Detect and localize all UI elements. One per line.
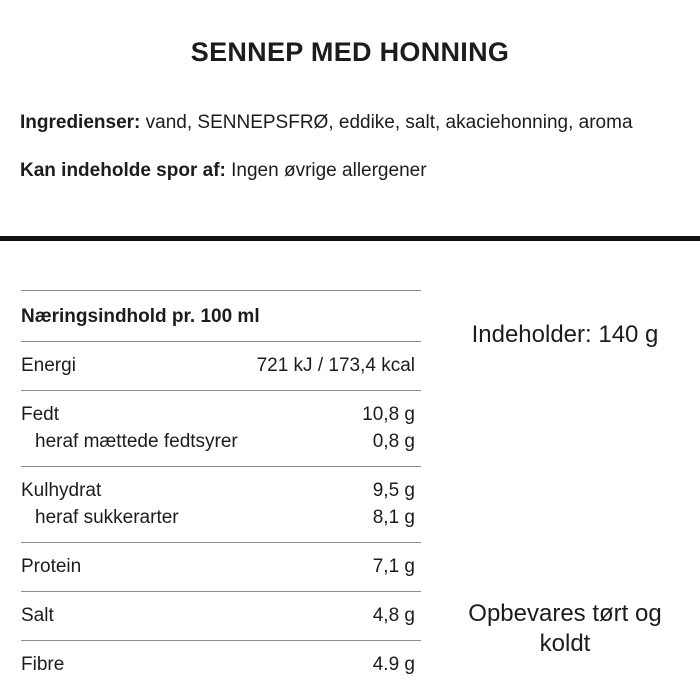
nutrient-name: heraf mættede fedtsyrer: [35, 431, 238, 452]
nutrient-value: 721 kJ / 173,4 kcal: [256, 355, 415, 376]
nutrient-value: 7,1 g: [372, 556, 415, 577]
nutrition-row-protein: [21, 553, 421, 580]
nutrition-group-salt: [21, 592, 421, 641]
divider-bar: [0, 236, 700, 241]
nutrient-name: Protein: [21, 556, 82, 577]
nutrition-row-energi: [21, 352, 421, 379]
ingredients-text: vand, SENNEPSFRØ, eddike, salt, akaciehonning, aroma: [145, 112, 633, 133]
nutrition-table: [21, 290, 421, 689]
nutrient-name: Salt: [21, 605, 54, 626]
nutrient-value: 4,8 g: [372, 605, 415, 626]
nutrition-table-header: Næringsindhold pr. 100 ml: [21, 291, 421, 342]
storage-line-2: koldt: [539, 630, 591, 657]
nutrient-value: 10,8 g: [362, 404, 415, 425]
nutrition-group-protein: [21, 543, 421, 592]
nutrition-row-sukkerarter: [21, 504, 421, 531]
nutrition-group-energy: [21, 342, 421, 391]
nutrient-value: 4.9 g: [372, 654, 415, 675]
storage-instructions: [430, 599, 700, 659]
nutrition-group-fat: [21, 391, 421, 467]
ingredients-line: [20, 110, 680, 136]
storage-line-1: Opbevares tørt og: [468, 600, 662, 627]
allergens-label: Kan indeholde spor af:: [20, 160, 226, 181]
ingredients-label: Ingredienser:: [20, 112, 141, 133]
allergens-line: [20, 158, 680, 184]
nutrition-row-maettede-fedtsyrer: [21, 428, 421, 455]
nutrition-row-kulhydrat: [21, 477, 421, 504]
product-title: SENNEP MED HONNING: [190, 37, 510, 67]
nutrition-row-fedt: [21, 401, 421, 428]
allergens-text: Ingen øvrige allergener: [231, 160, 427, 181]
nutrient-value: 8,1 g: [372, 507, 415, 528]
nutrition-row-fibre: [21, 651, 421, 678]
nutrient-value: 9,5 g: [372, 480, 415, 501]
nutrient-name: Kulhydrat: [21, 480, 102, 501]
nutrition-group-carbs: [21, 467, 421, 543]
net-contents: Indeholder: 140 g: [471, 321, 659, 348]
nutrient-value: 0,8 g: [372, 431, 415, 452]
nutrient-name: Fedt: [21, 404, 60, 425]
nutrition-row-salt: [21, 602, 421, 629]
nutrition-group-fibre: [21, 641, 421, 689]
nutrient-name: heraf sukkerarter: [35, 507, 179, 528]
nutrient-name: Fibre: [21, 654, 65, 675]
nutrient-name: Energi: [21, 355, 76, 376]
